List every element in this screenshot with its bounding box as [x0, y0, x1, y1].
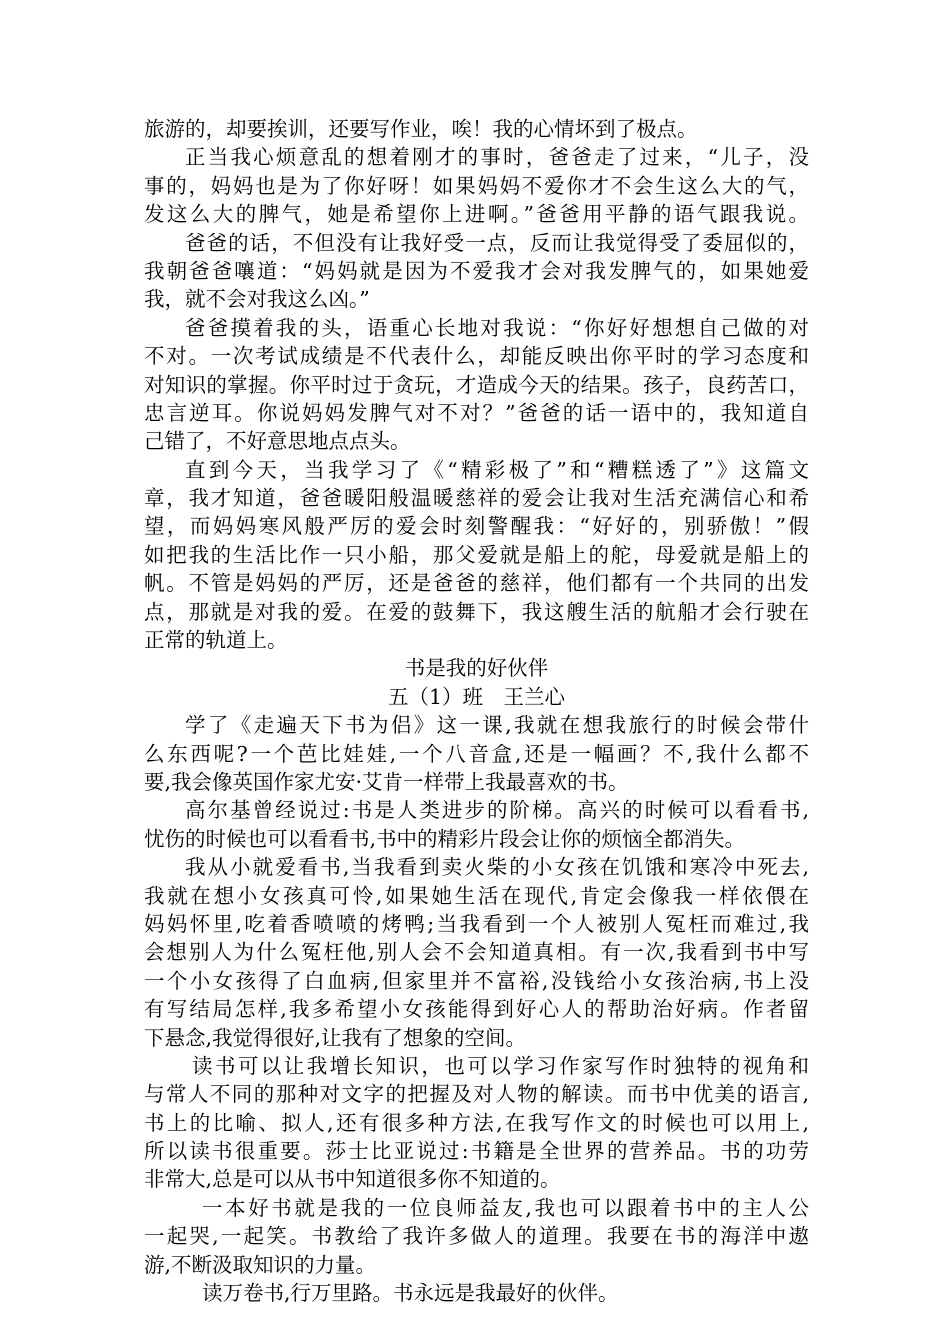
- story-parents-love: [144, 115, 809, 654]
- text-line: 望，而妈妈寒风般严厉的爱会时刻警醒我：“好好的，别骄傲！”假: [144, 514, 809, 539]
- text-line: 帆。不管是妈妈的严厉，还是爸爸的慈祥，他们都有一个共同的出发: [144, 571, 809, 596]
- text-line: 对知识的掌握。你平时过于贪玩，才造成今天的结果。孩子，良药苦口，: [144, 372, 809, 397]
- text-line: 我从小就爱看书,当我看到卖火柴的小女孩在饥饿和寒冷中死去,: [185, 855, 809, 880]
- text-line: 学了《走遍天下书为侣》这一课,我就在想我旅行的时候会带什: [185, 713, 809, 738]
- text-line: 如把我的生活比作一只小船，那父爱就是船上的舵，母爱就是船上的: [144, 542, 809, 567]
- text-line: 爸爸摸着我的头，语重心长地对我说：“你好好想想自己做的对: [185, 315, 809, 340]
- text-line: 非常大,总是可以从书中知道很多你不知道的。: [144, 1167, 561, 1192]
- text-line: 事的，妈妈也是为了你好呀！如果妈妈不爱你才不会生这么大的气，: [144, 173, 809, 198]
- text-line: 正当我心烦意乱的想着刚才的事时，爸爸走了过来，“儿子，没: [185, 145, 809, 170]
- text-line: 一起哭,一起笑。书教给了我许多做人的道理。我要在书的海洋中遨: [144, 1224, 809, 1249]
- text-line: 读书可以让我增长知识，也可以学习作家写作时独特的视角和: [192, 1053, 809, 1078]
- text-line: 游,不断汲取知识的力量。: [144, 1252, 377, 1277]
- essay-byline: 五（1）班 王兰心: [387, 684, 566, 709]
- text-line: 旅游的，却要挨训，还要写作业，唉！我的心情坏到了极点。: [144, 117, 698, 141]
- text-line: 不对。一次考试成绩是不代表什么，却能反映出你平时的学习态度和: [144, 344, 809, 369]
- text-line: 下悬念,我觉得很好,让我有了想象的空间。: [144, 1025, 527, 1050]
- text-line: 我就在想小女孩真可怜,如果她生活在现代,肯定会像我一样依偎在: [144, 883, 809, 908]
- text-line: 要,我会像英国作家尤安·艾肯一样带上我最喜欢的书。: [144, 769, 629, 794]
- text-line: 己错了，不好意思地点点头。: [144, 429, 411, 454]
- text-line: 直到今天，当我学习了《“精彩极了”和“糟糕透了”》这篇文: [185, 457, 809, 482]
- text-line: 会想别人为什么冤枉他,别人会不会知道真相。有一次,我看到书中写: [144, 940, 809, 965]
- document-body: [144, 115, 809, 1307]
- text-line: 所以读书很重要。莎士比亚说过:书籍是全世界的营养品。书的功劳: [144, 1139, 809, 1164]
- text-line: 忧伤的时候也可以看看书,书中的精彩片段会让你的烦恼全都消失。: [144, 826, 746, 851]
- text-line: 读万卷书,行万里路。书永远是我最好的伙伴。: [202, 1281, 619, 1306]
- text-line: 点，那就是对我的爱。在爱的鼓舞下，我这艘生活的航船才会行驶在: [144, 599, 809, 624]
- text-line: 忠言逆耳。你说妈妈发脾气对不对？”爸爸的话一语中的，我知道自: [144, 400, 809, 425]
- text-line: 章，我才知道，爸爸暖阳般温暖慈祥的爱会让我对生活充满信心和希: [144, 486, 809, 511]
- text-line: 高尔基曾经说过:书是人类进步的阶梯。高兴的时候可以看看书,: [185, 798, 809, 823]
- essay-title: 书是我的好伙伴: [404, 656, 549, 681]
- text-line: 一本好书就是我的一位良师益友,我也可以跟着书中的主人公: [202, 1195, 809, 1220]
- text-line: 有写结局怎样,我多希望小女孩能得到好心人的帮助治好病。作者留: [144, 997, 809, 1022]
- text-line: 发这么大的脾气，她是希望你上进啊。”爸爸用平静的语气跟我说。: [144, 202, 809, 227]
- text-line: 我朝爸爸嚷道：“妈妈就是因为不爱我才会对我发脾气的，如果她爱: [144, 258, 809, 283]
- text-line: 书上的比喻、拟人,还有很多种方法,在我写作文的时候也可以用上,: [144, 1110, 809, 1135]
- text-line: 与常人不同的那种对文字的把握及对人物的解读。而书中优美的语言,: [144, 1082, 809, 1107]
- text-line: 妈妈怀里,吃着香喷喷的烤鸭;当我看到一个人被别人冤枉而难过,我: [144, 911, 809, 936]
- text-line: 正常的轨道上。: [144, 628, 288, 653]
- text-line: 我，就不会对我这么凶。”: [144, 287, 370, 312]
- text-line: 么东西呢?一个芭比娃娃,一个八音盒,还是一幅画？不,我什么都不: [144, 741, 809, 766]
- text-line: 爸爸的话，不但没有让我好受一点，反而让我觉得受了委屈似的，: [185, 230, 809, 255]
- story-book-partner: [144, 654, 809, 1307]
- text-line: 一个小女孩得了白血病,但家里并不富裕,没钱给小女孩治病,书上没: [144, 968, 809, 993]
